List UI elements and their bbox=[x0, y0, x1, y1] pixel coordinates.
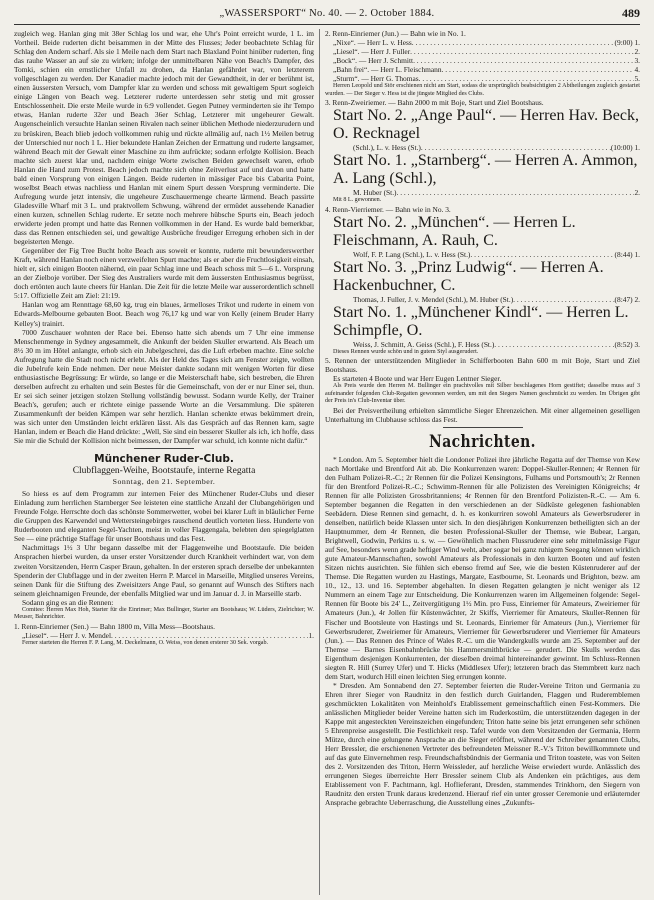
entry-result: (8:52) 3. bbox=[614, 339, 640, 349]
entry-crew: Wolf, F. P. Lang (Schl.), L. v. Hess (St.) bbox=[353, 249, 471, 259]
article-paragraph: Hanlan wog am Rennttage 68,60 kg, trug ein blaues, ärmelloses Trikot und ruderte in einem von Edwards-Melbourne gebauten Boot. Beach wog 76,17 kg und war von Kelly (einem Bruder Harry Kelley's) trainirt. bbox=[14, 300, 314, 328]
section-divider bbox=[134, 448, 194, 449]
race-entry bbox=[325, 74, 640, 83]
entry-result: 3. bbox=[634, 56, 640, 66]
race-title: 5. Rennen der unterstützenden Mitglieder in Schifferbooten Bahn 600 m mit Boje, Start und Ziel Bootshaus. bbox=[325, 356, 640, 375]
entry-boat: „Liesel“. — Herr J. v. Mendel bbox=[22, 630, 111, 640]
article-paragraph: zugleich weg. Hanlan ging mit 38er Schlag los und war, ehe Uhr's Point erreicht wurde, 1 L. im Vortheil. Beide ruderten dicht beisammen in der Mitte des Flusses; Jeder beobachtete Schlag für Schlag den Andern scharf. Als sie 1 Meile nach dem Start nach Blaxland Point hinüber ruderten, fing das rauhe Wasser an auf sie zu wirken; infolge der unmittelbaren Nähe von Beach's Dampfer, des Tomki, schien ein ernstlicher Unfall zu drohen, da Hanlan gefährdet war, von letzterem vollgeschlagen zu werden. Der Kanadier machte jedoch mit der Gewandtheit, in der er berühmt ist, einen äussersten Versuch, vom Dampfer klar zu werden und schoss mit gewaltigem Spurt sogleich einige Längen von Beach weg. Letzterer ruderte unterdessen sehr stetig und mit grosser Entschlossenheit. Die erste Meile wurde in 6:9 vollendet. Gegen Putney verminderten sie ihr Tempo etwas, Hanlan ruderte 32er und Beach 36er Schlag, Letzterer mit ungeheurer Gewalt. Augenscheinlich versuchte Hanlan seinen Rivalen nach seiner üblichen Methode niederzurudern und zu brüskiren, Beach blieb jedoch vollkommen ruhig und rückte allmälig auf, nach 1½ Meilen betrug der Unterschied nur noch 1 L. Hier bekundete Hanlan Zeichen der Ermattung und ruderte langsamer, während Beach mit der Gewalt einer Maschine zu ihm aufrückte; sodann erfolgte Kollision. Beach machte sich zuerst klar und, nachdem einige Worte zwischen Beiden gewechselt waren, erhob Hanlan die Hand zum Protest. Beach jedoch machte sich ohne Zeitverlust auf und davon und hatte bald einen Vorsprung von einigen Längen. Beide ruderten in mässiger Pace bis Cabarita Point, woselbst Beach etwas nachliess und Hanlan mit einem Spurt dessen Vorsprung verminderte. Die Aufregung wurde jetzt intensiv, die ungeheure Zuschauermenge chearte lärmend. Beach passirte Gladesville Wharf mit 3 L. und praktvollem Schwung, während der ermüdet aussehende Kanadier einen kurzen, schnellen Schlag ruderte. Er setzte noch mehrere hübsche Spurts ein, Beach jedoch erwiderte jeden prompt und hatte das Rennen vollkommen in der Hand. Es wurde bald bemerkbar, dass das Rennen entschieden sei, und gewaltige Ausbrüche freudiger Erregung erhoben sich in der begeisterten Menge. bbox=[14, 29, 314, 247]
race-title: 3. Renn-Zweiriemer. — Bahn 2000 m mit Boje, Start und Ziel Bootshaus. bbox=[325, 98, 544, 108]
section-divider bbox=[443, 427, 523, 428]
entry-result: 2. bbox=[634, 47, 640, 57]
article-paragraph: Sodann ging es an die Rennen: bbox=[22, 597, 114, 607]
entry-result: (8:44) 1. bbox=[614, 249, 640, 259]
race-title: 2. Renn-Einriemer (Jun.) — Bahn wie in No. 1. bbox=[325, 29, 466, 38]
left-column bbox=[14, 29, 314, 895]
race-entry bbox=[325, 188, 640, 197]
race-entry bbox=[325, 295, 640, 304]
dot-leader bbox=[412, 38, 615, 47]
dot-leader bbox=[513, 295, 614, 304]
race-note: Ferner starteten die Herren F. P. Lang, M. Deckelmann, O. Weiss, von denen ersterer 30 Sek. vorgab. bbox=[22, 639, 269, 646]
article-paragraph: So hiess es auf dem Programm zur internen Feier des Münchener Ruder-Clubs und dieser Einladung zum herrlichen Starnberger See leisteten eine stattliche Anzahl der Clubangehörigen und Freunde Folge. Herrschte doch das schönste Sommerwetter, wobei bei klarer Luft in bläulicher Ferne die Gruppen des Karwendel und Wettersteingebirges rauschend deutlich vorteten liess. Hunderte von Ruderbooten und eleganten Segel-Yachten, meist in voller Flaggengala, belebten den spiegelglatten See — eine prächtige Staffage für unser Bootshaus und das Fest. bbox=[14, 489, 314, 544]
start-line: Start No. 2. „Ange Paul“. — Herren Hav. Beck, O. Recknagel bbox=[333, 107, 639, 143]
start-line: Start No. 2. „München“. — Herren L. Fleischmann, A. Rauh, C. bbox=[333, 213, 576, 249]
race-note: Als Preis wurde den Herren M. Bullinger ein prachtvolles mit Silber beschlagenes Horn gestiftet; dasselbe muss auf 3 aufeinander folgenden Club-Regatten gewonnen werden, um mit den Siegers Namen geschmückt zu werden. Im Übrigen gibt der Preis in's Club-Inventar über. bbox=[325, 383, 640, 405]
column-rule bbox=[319, 29, 320, 895]
race-entry bbox=[325, 143, 640, 152]
entry-crew: Thomas, J. Fuller, J. v. Mendel (Schl.), M. Huber (St.) bbox=[353, 294, 514, 304]
section-title: Nachrichten. bbox=[429, 431, 536, 452]
race-result: Es starteten 4 Boote und war Herr Eugen Lentner Sieger. bbox=[333, 374, 502, 384]
entry-result: (9:00) 1. bbox=[614, 38, 640, 48]
race-entry bbox=[325, 56, 640, 65]
entry-boat: „Liesel“. — Herr J. Fuller bbox=[333, 47, 411, 57]
dot-leader bbox=[419, 74, 635, 83]
entry-boat: „Bahn frei“. — Herr L. Fleischmann bbox=[333, 65, 442, 75]
entry-result: (8:47) 2. bbox=[614, 294, 640, 304]
section-date: Sonntag, den 21. September. bbox=[112, 477, 216, 487]
right-column bbox=[325, 29, 640, 895]
entry-crew: Weiss, J. Schmitt, A. Geiss (Schl.), F. Hess (St.) bbox=[353, 339, 495, 349]
race-entry bbox=[325, 47, 640, 56]
entry-result: 4. bbox=[634, 65, 640, 75]
entry-crew: M. Huber (St.) bbox=[353, 188, 397, 198]
entry-result: 5. bbox=[634, 74, 640, 84]
dot-leader bbox=[494, 340, 614, 349]
columns bbox=[14, 29, 640, 895]
start-line: Start No. 1. „Starnberg“. — Herren A. Ammon, A. Lang (Schl.), bbox=[333, 152, 638, 188]
race-title: 4. Renn-Vierriemer. — Bahn wie in No. 3. bbox=[325, 204, 451, 214]
news-item: * Dresden. Am Sonnabend den 27. September feierten die Ruder-Vereine Triton und Germania zu Ehren ihrer Sieger von Raudnitz in den festlich durch Guirlanden, Flaggen und Ruderemblemen geschmückten Lokalitäten von Meinhold's Etablissement gemeinschaftlich einen Fest-Kommers. Die anlässlichen Mitglieder beider Vereine hatten sich im Ruderkostüm, die unterstützenden dagegen in der Kappe mit angesteckten Vereinszeichen eingefunden; Triton hatte seine bis jetzt errungenen sehr schönen 5 Ehrenpreise ausgestellt. Die Festlichkeit resp. Tafel wurde von dem Vorsitzenden der Germania, Herrn Mütze, durch eine gelungene Ansprache an die Sieger eröffnet, während der Schreiber genannten Clubs, Herr Bressler, die erschienenen Vertreter des befreundeten Meissner R.-V.'s Triton bewillkommnete und auf das gute Einvernehmen resp. Freundschaftsbündnis der Germania und Triton toastete, was von Seiten des 2. Vorsitzenden des Triton, Herrn Weissleder, auf herzliche Weise erwiedert wurde. Anlässlich des errungenen Sieges überreichte Herr Bressler seinem Club als Andenken ein prächtiges, aus dem Etablissement von F. Pachtmann, kgl. Hoflieferant, Dresden, stammendes Trinkhorn, den Siegern von Raudnitz den ersten Trunk daraus kredenzend. Hierauf rief ein unter grosser Ceremonie und erläuternder Ansprache gebrachte Ueberraschung, die Ausstellung eines „Zukunfts- bbox=[325, 680, 640, 808]
dot-leader bbox=[442, 65, 635, 74]
dot-leader bbox=[470, 250, 614, 259]
entry-boat: „Nixe“. — Herr L. v. Hess bbox=[333, 38, 412, 48]
dot-leader bbox=[410, 47, 634, 56]
race-entry bbox=[325, 340, 640, 349]
dot-leader bbox=[421, 143, 611, 152]
committee-note: Comitee: Herren Max Hoh, Starter für die Einrimer; Max Bullinger, Starter am Bootshaus; W. Lüders, Zielrichter; W. Meuser, Bahnrichter. bbox=[14, 606, 314, 621]
race-entry bbox=[325, 250, 640, 259]
race-note: Dieses Rennen wurde schön und in gutem Styl ausgerudert. bbox=[333, 348, 479, 355]
race-note: Mit 8 L. gewonnen. bbox=[333, 197, 382, 204]
article-paragraph: Gegenüber der Fig Tree Bucht holte Beach aus soweit er konnte, ruderte mit bewunderswerther Kraft, während Hanlan noch einen verzweifelten Spurt machte; als er aber die Fruchtlosigkeit einsah, hielt er, sich einigen Booten nähernd, ein paar Schlag inne und Beach schoss mit 5—6 L. Vorsprung an der Zielboje vorüber. Der Sieg des Australiers wurde mit dem äussersten Enthusiasmus begrüsst, doch ertönten auch laute cheers für Hanlan. Die Zeit für die letzte Meile war ausserordentlich schnell 5:17. Offizielle Zeit am Ziel: 21:19. bbox=[14, 246, 314, 301]
race-entry bbox=[325, 65, 640, 74]
entry-result: (10:00) 1. bbox=[610, 143, 640, 153]
start-line: Start No. 3. „Prinz Ludwig“. — Herren A. Hackenbuchner, C. bbox=[333, 258, 604, 294]
article-paragraph: 7000 Zuschauer wohnten der Race bei. Ebenso hatte sich abends um 7 Uhr eine immense Menschenmenge in Sydney angesammelt, die Ankunft der beiden Skuller erwartend. Als Beach um 8½ 30 m im Hôtel anlangte, erhob sich ein Jubelgeschrei, das die Luft erbeben machte. Eine solche Aufregung hatte die Stadt noch nicht erlebt. Als der Held des Tages sich am Fenster zeigte, wollten die Jubelrufe kein Ende nehmen. Der neue Meister dankte sodann mit wenigen Worten für diese enthusiastische Begrüssung: Er würde, so lange er die Meisterschaft habe, sich bestreben, die Ehren derselben aufrecht zu erhalten und sein Bestes für die Gemeinschaft, von der er nur Einer sei, thun. Er sei sich seiner jetzigen stolzen Stellung vollständig bewusst. Sodann wurde Kelly, der Trainer Beach's, gerufen; auch er richtete einige passende Worte an die Versammlung. Die späteren Zusammenkunft der beiden Kämpen war sehr herzlich. Hanlan schenkte etwas bekümmert drein, was sich unter den Umständen leicht erklären lässt. Als das Gespräch auf das Rennen kam, sagte Hanlan, indem er Beach die Hand drückte: „Well, Sie sind ein besserer Skuller als ich, ich hoffe, dass Sie mir die Schuld der Kollision nicht beimessen, der Dampfer war schuld, ich konnte nicht dafür.“ bbox=[14, 327, 314, 446]
section-title: Münchener Ruder-Club. bbox=[94, 453, 234, 466]
entry-boat: „Sturm“. — Herr G. Thomas bbox=[333, 74, 419, 84]
dot-leader bbox=[111, 631, 308, 640]
start-line: Start No. 1. „Münchener Kindl“. — Herren L. Schimpfle, O. bbox=[333, 303, 629, 339]
race-entry bbox=[14, 631, 314, 640]
race-note: Herren Leopold und Stör erschienen nicht am Start, sodass die ursprünglich beabsichtigten 2 Abtheilungen zugleich gestartet wurden. — Der Sieger v. Hess ist die jüngste Mitglied des Clubs. bbox=[325, 83, 640, 97]
running-title: „WASSERSPORT“ No. 40. — 2. October 1884. bbox=[219, 8, 435, 19]
dot-leader bbox=[397, 188, 635, 197]
running-header bbox=[14, 6, 640, 25]
entry-crew: (Schl.), L. v. Hess (St.) bbox=[353, 143, 421, 153]
article-paragraph: Nachmittags 1½ 3 Uhr begann dasselbe mit der Flaggenweihe und Bootstaufe. Die beiden Ansprachen hierbei wurden, da unser erster Vorsitzender durch Krankheit verhindert war, von dem zweiten Vorsitzenden, Herrn Casper Braun, gehalten. In der ersteren sprach derselbe der unbekannten Spenderin der Clubflagge und in der zweiten Herrn P. Marcel in Marseille, Mitglied unseres Vereins, seinen Dank für die Stiftung des Zweisitzers Ange Paul, so genannt auf Wunsch des Stifters nach seinem gleichnamigen Freunde, der ebenfalls Mitglied war und im Januar d. J. in Marseille starb. bbox=[14, 543, 314, 598]
section-subtitle: Clubflaggen-Weihe, Bootstaufe, interne Regatta bbox=[72, 466, 256, 477]
news-item: * London. Am 5. September hielt die Londoner Polizei ihre jährliche Regatta auf der Themse von Kew nach Mortlake und Brentford Ait ab. Die Konkurrenzen waren: Doppel-Skuller-Rennen; 4r Rennen für den Fulham Polizei-R.-C.; 2r Rennen für die Polizei Kensingtons, Fulhams und Portsmouth's; 2r Rennen für den Brentford Polizei-R.-C.; Schwimm-Rennen für alle Polizisten des Vereinigten Königreichs; 4r Rennen für alle Polizisten Grossbritanniens; 4r Rennen für den Brentford Polizisten-R.-C. — Am 6. September begannen die Regatten in den verschiedenen an der Südküste gelegenen fashionablen Seebädern. Diese Rennen sind gemacht, d. h. es konkurriren sowohl Amateurs als Gewerbsruderer in denselben, natürlich beide Klassen unter sich. In den diesjährigen Konkurrenzen betheiligten sich an der Hauptnummer, dem 4r Rennen, die besten Professional-Skuller der Themse, wie Bubear, Largan, Brightwell, Godwin, Perkins u. s. w. — Gewöhnlich machen Flussruderer eine sehr mittelmässige Figur auf See, besonders wenn grade heftiger Wind weht, aber sogar bei ganz ruhigem Seegang können wirklich gute Amateur-Mannschaften, sowohl Amateurs als Professionals in den kurzen Booten und auf festen Sitzen nichts ausrichten. Sie fühlen sich ebenso fremd auf See, wie die besten Küstenruderer auf der Themse. Die Regatten wurden zu Hastings, Margate, Eastbourne, St. Leonards und Brighton, bezw. am 10., 12., 13. und 16. September abgehalten. In diesen Regatten gelangten je nicht weniger als 12 Nummern an einem Tage zur Entscheidung. Die Konkurrenzen waren im Allgemeinen folgende: Segel-Rennen für Boote bis 24' L., Zeitvergütigung 1½ Min. pro Fuss, Einriemer für Amateurs, Zweiriemer für Amateurs (Jun.), 4r Jollen für Küstenwächter, 2r Skiffs, Vierriemer für Amateurs, Skuller-Rennen für Fischer und Bootsleute von Hastings und St. Leonards, Einriemer für Amateurs (Jun.), Vierriemer für Gewerbsruderer, Zweiriemer für Amateurs, Vierriemer für Gewerbsruderer und Vierriemer für Amateurs (Jun.). — Das Rennen des Prince of Wales R.-C. um die Wandergkulls wurde am 25. September auf der Themse — Barnes Eisenbahnbrücke bis Hammersmithbrücke — gerudert. Die Skulls werden das Eigenthum desjenigen Konkurrenten, der dieselben dreimal hintereinander gewinnt. Im Schluss-Rennen siegten R. Hill (Surrey Ufer) und T. Hicks (Middlesex Ufer); letzteren brach das Stemmbrett kurz nach dem Start, wodurch Hill einen leichten Sieg errungen konnte. bbox=[325, 454, 640, 681]
race-entry bbox=[325, 38, 640, 47]
article-paragraph: Bei der Preisvertheilung erhielten sämmtliche Sieger Ehrenzeichen. Mit einer allgemeinen geselligen Unterhaltung im Clubhause schloss das Fest. bbox=[325, 405, 640, 424]
entry-boat: „Bock“. — Herr J. Schmitt bbox=[333, 56, 414, 66]
race-title: 1. Renn-Einriemer (Sen.) — Bahn 1800 m, Villa Mess—Bootshaus. bbox=[14, 621, 215, 631]
entry-result: 1. bbox=[308, 630, 314, 640]
page-number: 489 bbox=[622, 6, 640, 20]
entry-result: 2. bbox=[634, 188, 640, 198]
dot-leader bbox=[413, 56, 634, 65]
